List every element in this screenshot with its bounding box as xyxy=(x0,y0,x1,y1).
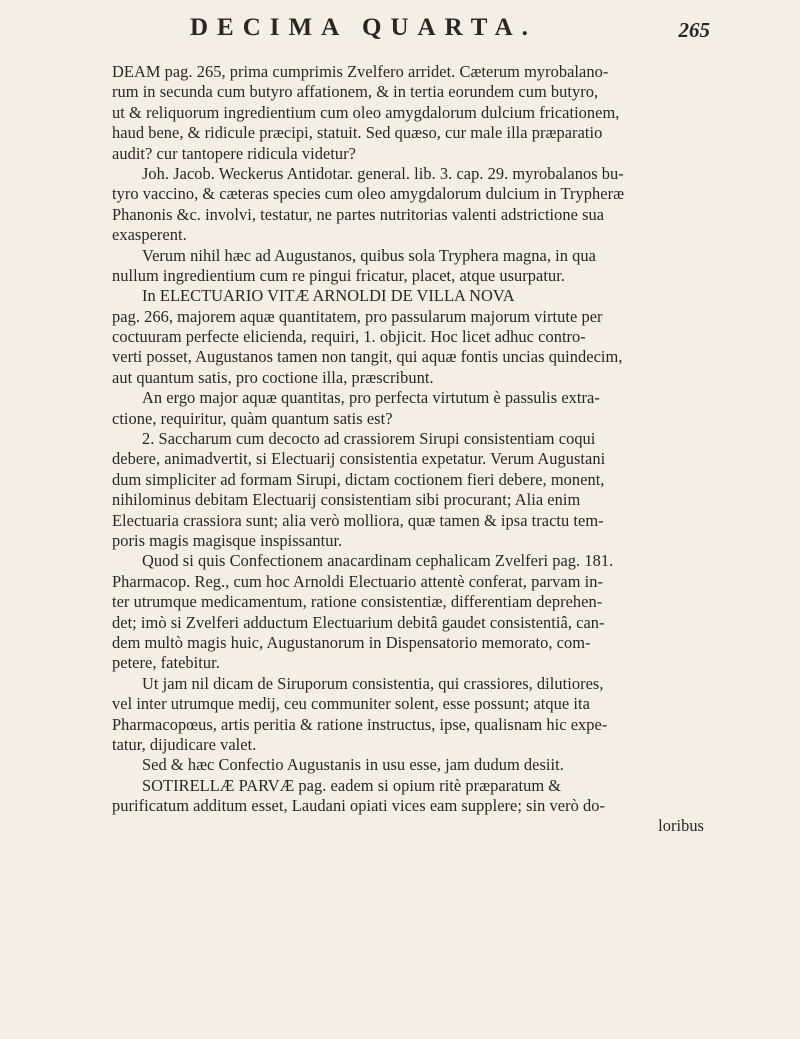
text-line: verti posset, Augustanos tamen non tangit, qui aquæ fontis uncias quindecim, xyxy=(112,347,623,367)
text-line: nullum ingredientium cum re pingui fricatur, placet, atque usurpatur. xyxy=(112,265,565,285)
text-line: exasperent. xyxy=(112,225,187,245)
text-line: Quod si quis Confectionem anacardinam cephalicam Zvelferi pag. 181. xyxy=(142,551,614,571)
section-heading: SOTIRELLÆ PARVÆ pag. eadem si opium ritè præparatum & xyxy=(142,775,562,795)
text-line: nihilominus debitam Electuarij consistentiam sibi procurant; Alia enim xyxy=(112,490,581,510)
text-line: vel inter utrumque medij, ceu communiter solent, esse possunt; atque ita xyxy=(112,694,590,714)
text-line: 2. Saccharum cum decocto ad crassiorem Sirupi consistentiam coqui xyxy=(142,429,596,449)
text-line: aut quantum satis, pro coctione illa, præscribunt. xyxy=(112,367,434,387)
text-line: ut & reliquorum ingredientium cum oleo amygdalorum dulcium fricationem, xyxy=(112,102,620,122)
text-line: purificatum additum esset, Laudani opiati vices eam supplere; sin verò do- xyxy=(112,796,606,816)
body-text xyxy=(112,62,704,837)
text-line: poris magis magisque inspissantur. xyxy=(112,530,343,550)
text-line: haud bene, & ridicule præcipi, statuit. Sed quæso, cur male illa præparatio xyxy=(112,123,603,143)
text-line: ter utrumque medicamentum, ratione consistentiæ, differentiam deprehen- xyxy=(112,592,603,612)
text-line: tatur, dijudicare valet. xyxy=(112,734,257,754)
text-line: ctione, requiritur, quàm quantum satis est? xyxy=(112,408,393,428)
text-line: Electuaria crassiora sunt; alia verò molliora, quæ tamen & ipsa tractu tem- xyxy=(112,510,604,530)
text-line: petere, fatebitur. xyxy=(112,653,220,673)
text-line: Pharmacop. Reg., cum hoc Arnoldi Electuario attentè conferat, parvam in- xyxy=(112,571,604,591)
text-line: pag. 266, majorem aquæ quantitatem, pro passularum majorum virtute per xyxy=(112,306,603,326)
text-line: Verum nihil hæc ad Augustanos, quibus sola Tryphera magna, in qua xyxy=(142,245,596,265)
text-line: debere, animadvertit, si Electuarij consistentia expetatur. Verum Augustani xyxy=(112,449,606,469)
text-line: dum simpliciter ad formam Sirupi, dictam coctionem fieri debere, monent, xyxy=(112,469,605,489)
page-header xyxy=(190,14,710,54)
text-line: An ergo major aquæ quantitas, pro perfecta virtutum è passulis extra- xyxy=(142,388,600,408)
text-line: Sed & hæc Confectio Augustanis in usu esse, jam dudum desiit. xyxy=(142,755,564,775)
text-line: det; imò si Zvelferi adductum Electuarium debitâ gaudet consistentiâ, can- xyxy=(112,612,605,632)
text-line: coctuuram perfecte elicienda, requiri, 1. objicit. Hoc licet adhuc contro- xyxy=(112,327,586,347)
text-line: tyro vaccino, & cæteras species cum oleo amygdalorum dulcium in Trypheræ xyxy=(112,184,625,204)
text-line: DEAM pag. 265, prima cumprimis Zvelfero arridet. Cæterum myrobalano- xyxy=(112,62,609,81)
text-line: audit? cur tantopere ridicula videtur? xyxy=(112,143,357,163)
running-title: DECIMA QUARTA. xyxy=(190,14,537,41)
page-number: 265 xyxy=(678,18,710,42)
text-line: Joh. Jacob. Weckerus Antidotar. general. lib. 3. cap. 29. myrobalanos bu- xyxy=(142,163,624,183)
text-line: Phanonis &c. involvi, testatur, ne partes nutritorias valenti adstrictione sua xyxy=(112,204,605,224)
text-line: Ut jam nil dicam de Siruporum consistentia, qui crassiores, dilutiores, xyxy=(142,673,604,693)
text-line: dem multò magis huic, Augustanorum in Dispensatorio memorato, com- xyxy=(112,632,591,652)
section-heading: In ELECTUARIO VITÆ ARNOLDI DE VILLA NOVA xyxy=(142,286,515,306)
text-line: rum in secunda cum butyro affationem, & in tertia eorundem cum butyro, xyxy=(112,82,599,102)
text-line: Pharmacopœus, artis peritia & ratione instructus, ipse, qualisnam hic expe- xyxy=(112,714,608,734)
catchword: loribus xyxy=(658,816,704,836)
